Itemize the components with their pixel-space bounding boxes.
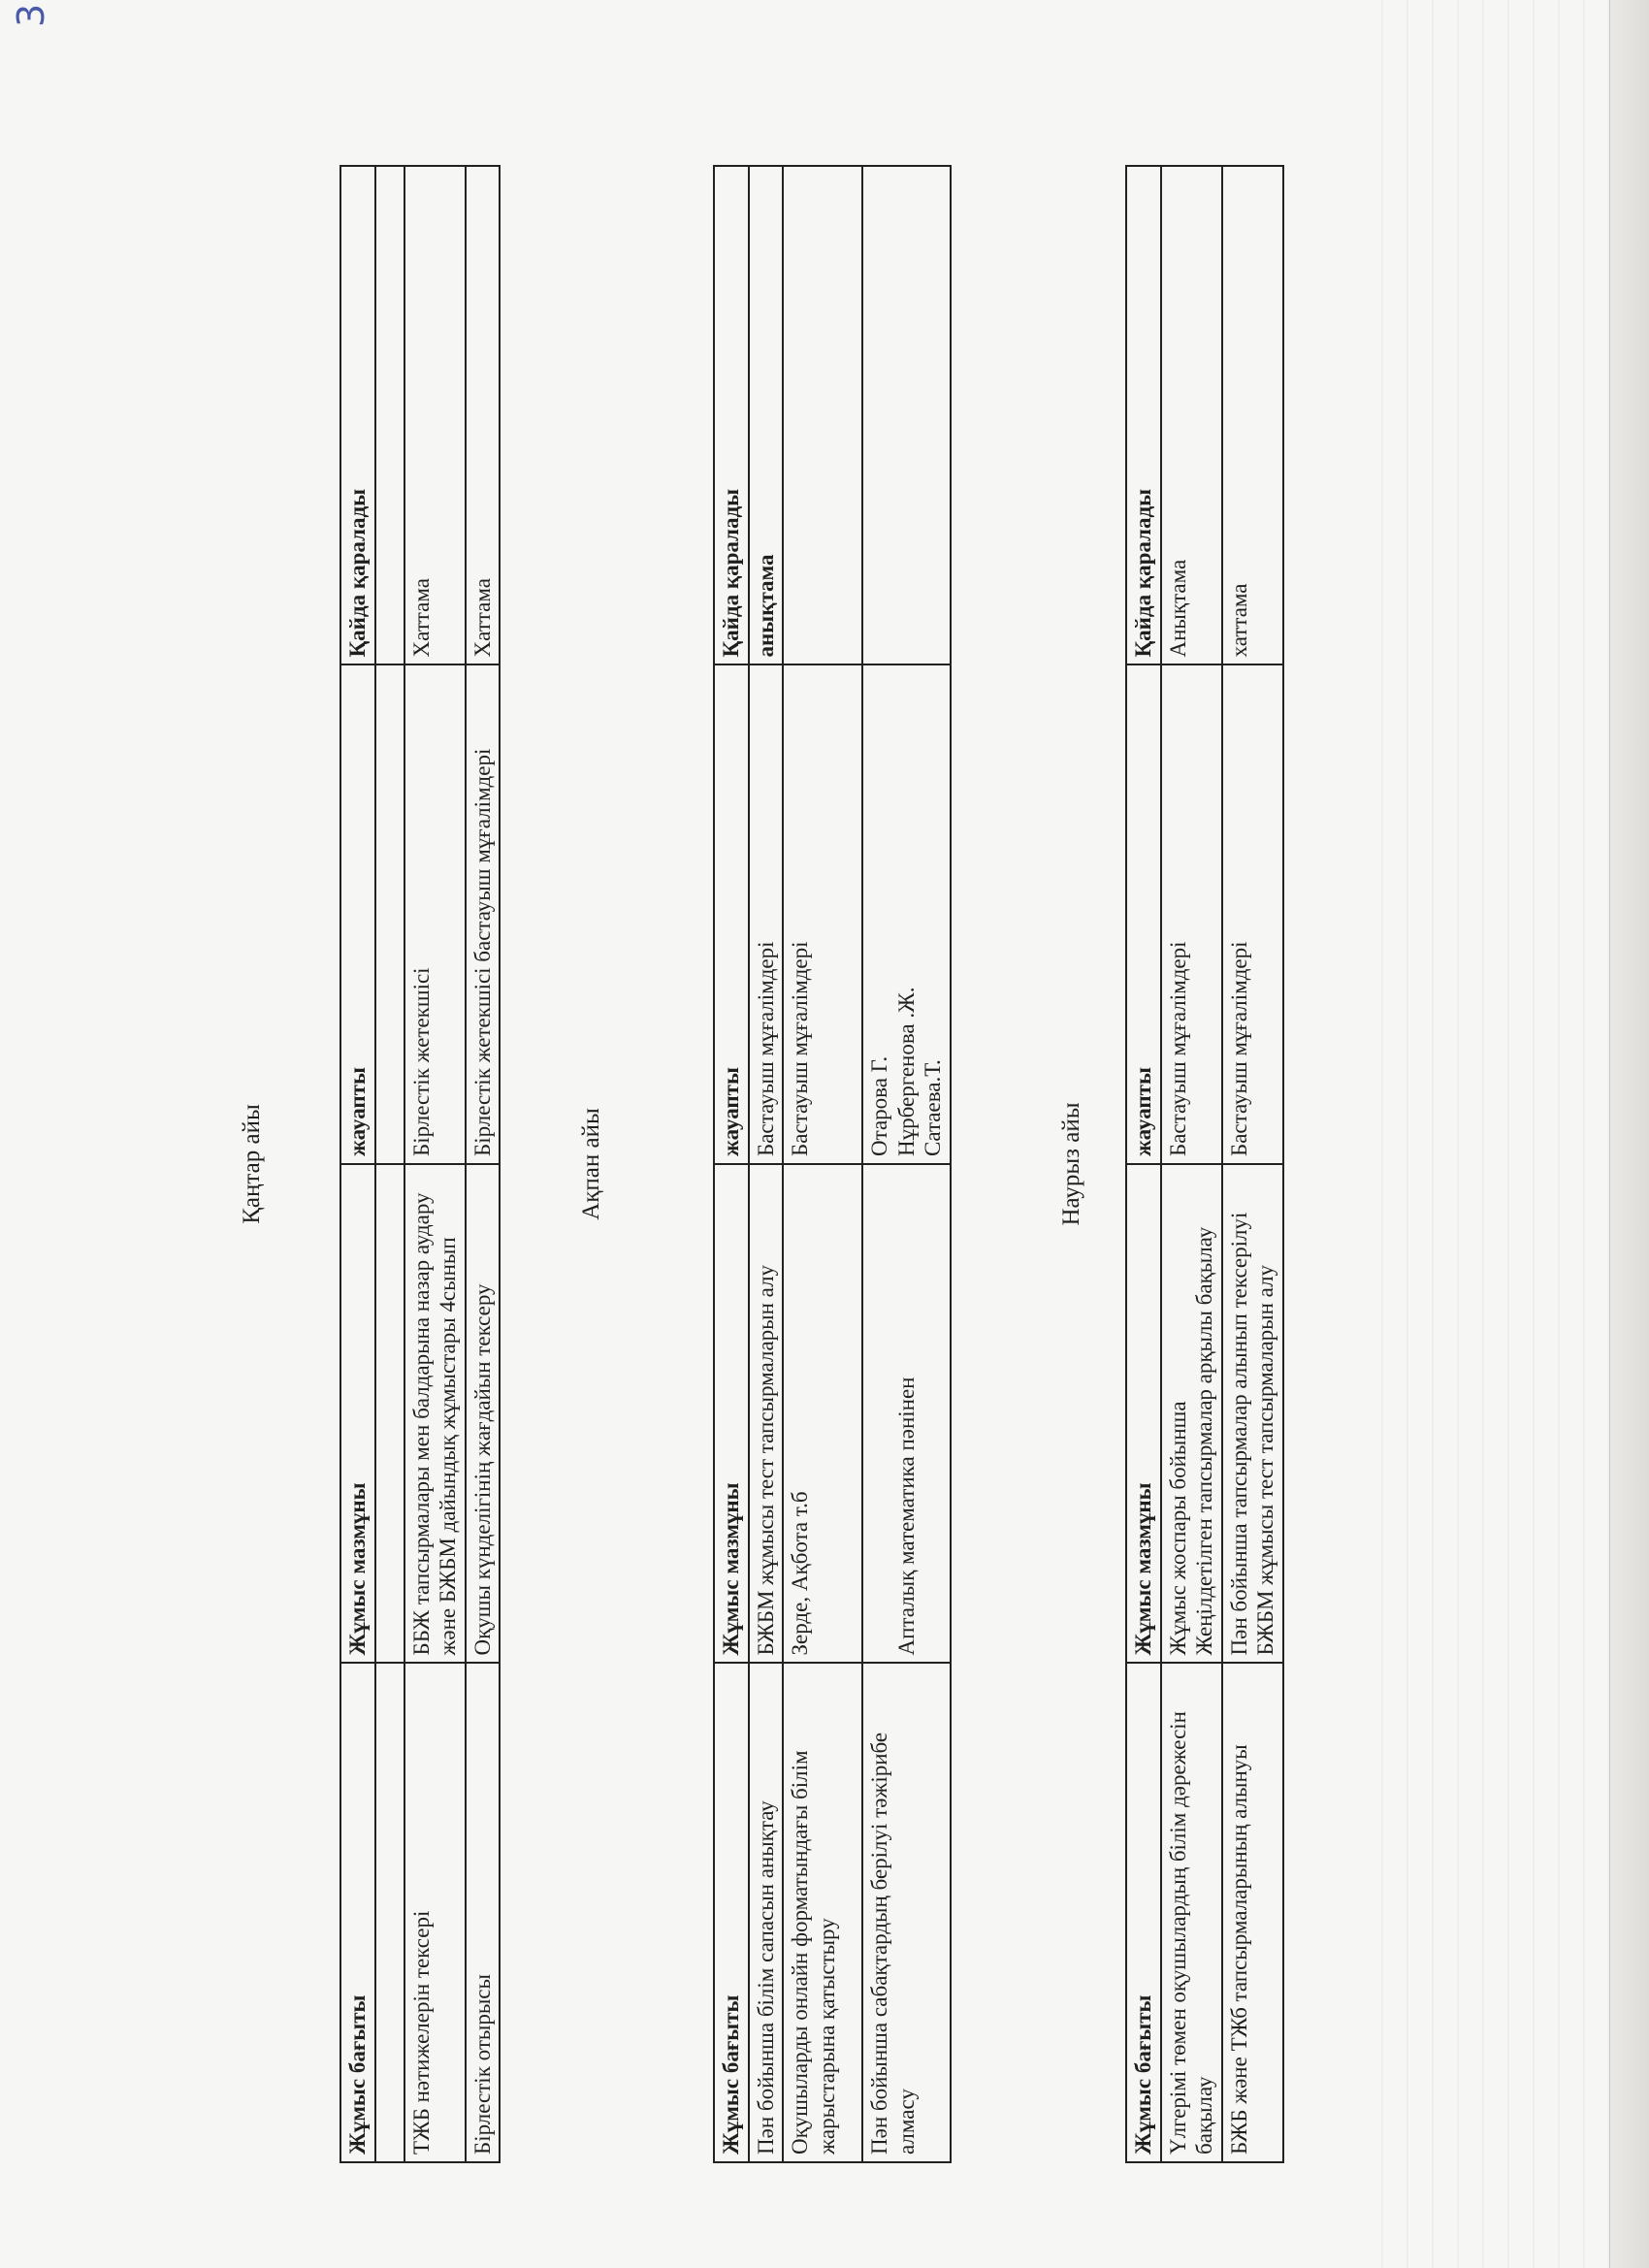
cell-responsible: Отарова Г. Нұрбергенова .Ж. Сатаева.Т. [862, 665, 951, 1165]
cell-responsible: Бастауыш мұғалімдері [749, 665, 784, 1165]
cell-reviewed [862, 166, 951, 665]
cell-reviewed: Хаттама [466, 166, 501, 665]
table-row [1222, 166, 1283, 2162]
scan-page-edge [1609, 0, 1649, 2268]
cell-direction [375, 1664, 404, 2163]
cell-responsible: Бастауыш мұғалімдері [783, 665, 862, 1165]
header-reviewed: Қайда қаралады [340, 166, 375, 665]
header-responsible: жауапты [1126, 665, 1161, 1165]
section-march [1048, 165, 1377, 2163]
table-row [1161, 166, 1222, 2162]
header-responsible: жауапты [714, 665, 749, 1165]
header-reviewed: Қайда қаралады [1126, 166, 1161, 665]
cell-direction: Бірлестік отырысы [466, 1664, 501, 2163]
plan-table [713, 165, 952, 2163]
cell-reviewed: анықтама [749, 166, 784, 665]
cell-content [375, 1164, 404, 1664]
cell-responsible: Бастауыш мұғалімдері [1222, 665, 1283, 1165]
cell-content: Оқушы күнделігінің жағдайын тексеру [466, 1164, 501, 1664]
header-content: Жұмыс мазмұны [340, 1164, 375, 1664]
cell-responsible: Бастауыш мұғалімдері [1161, 665, 1222, 1165]
page-number: 3 [10, 3, 52, 27]
cell-content: БЖБМ жұмысы тест тапсырмаларын алу [749, 1164, 784, 1664]
table-row [783, 166, 862, 2162]
plan-table [1125, 165, 1284, 2163]
cell-content: Пән бойынша тапсырмалар алынып тексерілуі БЖБМ жұмысы тест тапсырмаларын алу [1222, 1164, 1283, 1664]
cell-direction: Пән бойынша сабақтардың берілуі тәжірибе алмасу [862, 1664, 951, 2163]
table-row [404, 166, 466, 2162]
table-row [466, 166, 501, 2162]
cell-reviewed [375, 166, 404, 665]
cell-content: Апталық математика пәнінен [862, 1164, 951, 1664]
header-content: Жұмыс мазмұны [714, 1164, 749, 1664]
cell-direction: Оқушыларды онлайн форматындағы білім жарыстарына қатыстыру [783, 1664, 862, 2163]
cell-responsible [375, 665, 404, 1165]
cell-direction: Үлгерімі төмен оқушылардың білім дәрежесін бақылау [1161, 1664, 1222, 2163]
header-content: Жұмыс мазмұны [1126, 1164, 1161, 1664]
section-title: Наурыз айы [1058, 1102, 1084, 1226]
scan-edge-noise [1358, 0, 1610, 2268]
section-february [567, 165, 994, 2163]
cell-direction: ТЖБ нәтижелерін тексері [404, 1664, 466, 2163]
header-direction: Жұмыс бағыты [714, 1664, 749, 2163]
cell-responsible: Бірлестік жетекшісі бастауыш мұғалімдері [466, 665, 501, 1165]
header-responsible: жауапты [340, 665, 375, 1165]
cell-content: Зерде, Ақбота т.б [783, 1164, 862, 1664]
plan-table [340, 165, 501, 2163]
cell-reviewed: Анықтама [1161, 166, 1222, 665]
table-row [375, 166, 404, 2162]
section-title: Ақпан айы [578, 1108, 604, 1220]
table-header-row [1126, 166, 1161, 2162]
section-january [228, 165, 519, 2163]
cell-direction: БЖБ және ТЖб тапсырмаларының алынуы [1222, 1664, 1283, 2163]
table-row [862, 166, 951, 2162]
cell-responsible: Бірлестік жетекшісі [404, 665, 466, 1165]
cell-content: Жұмыс жоспары бойынша Жеңілдетілген тапсырмалар арқылы бақылау [1161, 1164, 1222, 1664]
cell-reviewed [783, 166, 862, 665]
table-header-row [714, 166, 749, 2162]
cell-content: ББЖ тапсырмалары мен балдарына назар аудару және БЖБМ дайындық жұмыстары 4сынып [404, 1164, 466, 1664]
header-direction: Жұмыс бағыты [1126, 1664, 1161, 2163]
cell-reviewed: Хаттама [404, 166, 466, 665]
header-direction: Жұмыс бағыты [340, 1664, 375, 2163]
cell-reviewed: хаттама [1222, 166, 1283, 665]
cell-direction: Пән бойынша білім сапасын анықтау [749, 1664, 784, 2163]
table-header-row [340, 166, 375, 2162]
header-reviewed: Қайда қаралады [714, 166, 749, 665]
table-row [749, 166, 784, 2162]
section-title: Қаңтар айы [239, 1104, 265, 1224]
